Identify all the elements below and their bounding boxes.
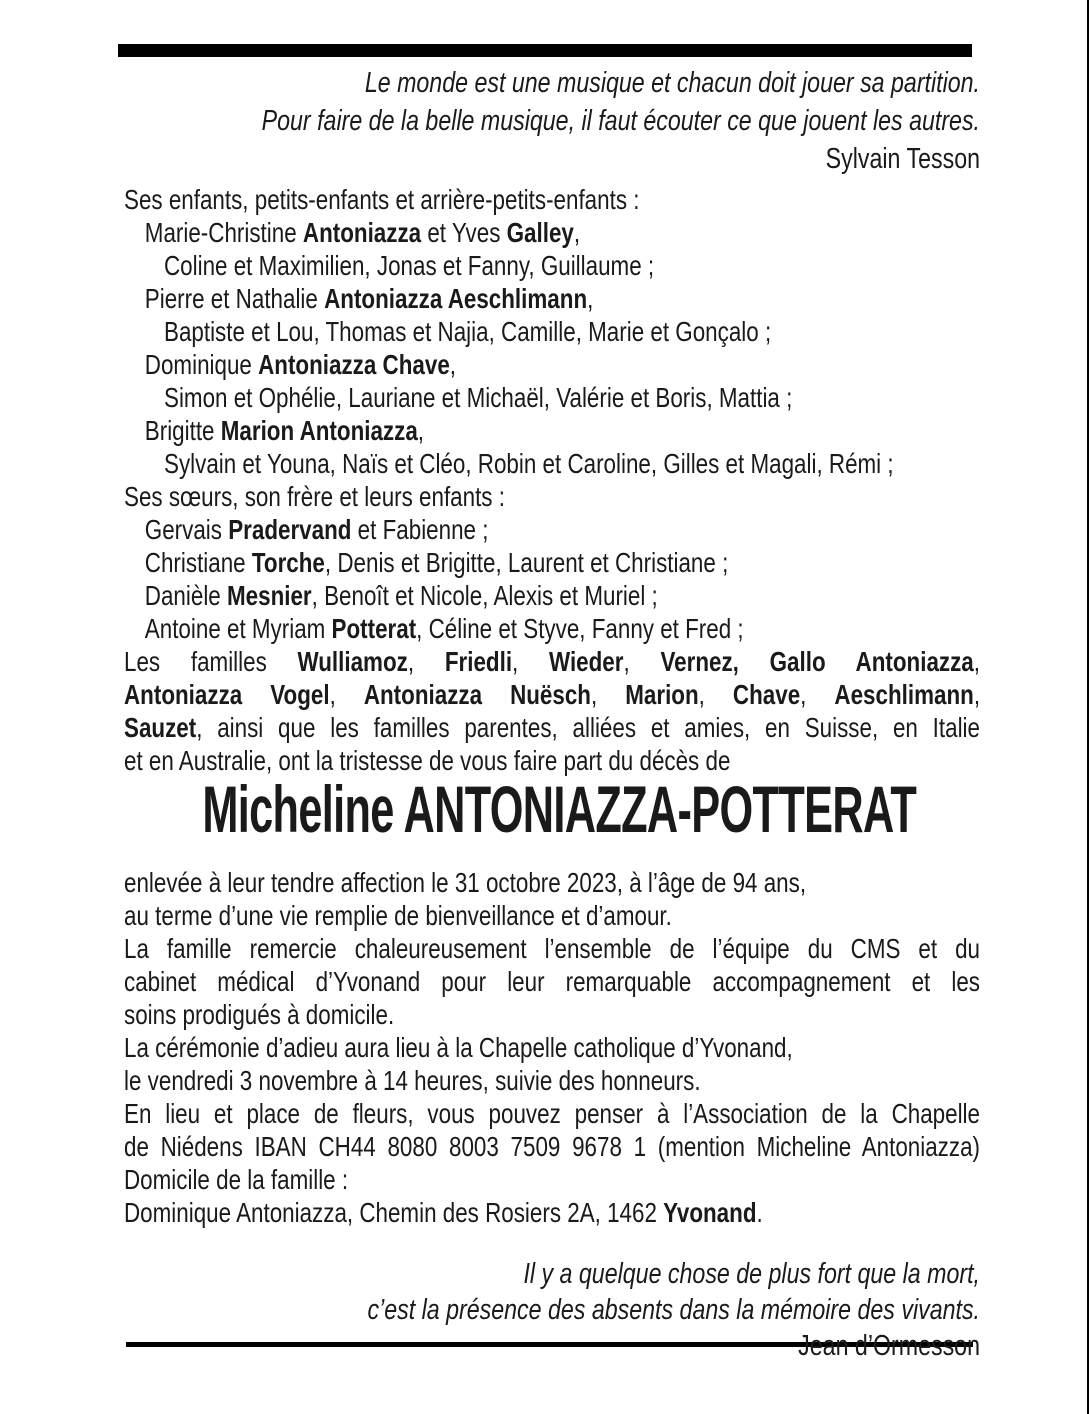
text-line bbox=[124, 513, 980, 546]
text-segment: Simon et Ophélie, Lauriane et Michaël, Valérie et Boris, Mattia ; bbox=[164, 382, 793, 413]
family-name-bold: Galley bbox=[506, 217, 574, 248]
text-line bbox=[124, 249, 980, 282]
text-segment: Marie-Christine bbox=[144, 217, 303, 248]
family-name-bold: Wieder bbox=[549, 646, 624, 677]
text-line bbox=[124, 932, 980, 965]
family-name-bold: Wulliamoz bbox=[297, 646, 408, 677]
text-segment: enlevée à leur tendre affection le 31 octobre 2023, à l’âge de 94 ans, bbox=[124, 867, 807, 898]
scan-edge-line bbox=[1087, 0, 1089, 1414]
text-segment: , bbox=[329, 679, 364, 710]
text-segment: , bbox=[587, 283, 594, 314]
text-segment: , bbox=[623, 646, 661, 677]
family-name-bold: Aeschlimann bbox=[834, 679, 974, 710]
family-name-bold: Marion Antoniazza bbox=[220, 415, 418, 446]
text-line bbox=[124, 546, 980, 579]
text-line bbox=[124, 579, 980, 612]
text-line bbox=[124, 711, 980, 744]
quote-line: Le monde est une musique et chacun doit jouer sa partition. bbox=[364, 67, 980, 99]
family-name-bold: Potterat bbox=[331, 613, 417, 644]
text-segment: , bbox=[449, 349, 457, 380]
deceased-name-row bbox=[124, 772, 980, 857]
text-line bbox=[124, 1064, 980, 1097]
text-segment: de Niédens IBAN CH44 8080 8003 7509 9678 1 (mention Micheline Antoniazza) bbox=[124, 1131, 980, 1162]
text-segment: au terme d’une vie remplie de bienveillance et d’amour. bbox=[124, 900, 672, 931]
text-segment: La cérémonie d’adieu aura lieu à la Chapelle catholique d’Yvonand, bbox=[124, 1032, 793, 1063]
text-segment: , ainsi que les familles parentes, alliées et amies, en Suisse, en Italie bbox=[196, 712, 980, 743]
family-name-bold: Antoniazza Aeschlimann bbox=[324, 283, 588, 314]
quote-attribution: Sylvain Tesson bbox=[825, 143, 980, 175]
text-segment: , bbox=[590, 679, 626, 710]
text-segment: , bbox=[573, 217, 581, 248]
text-segment: et Fabienne ; bbox=[351, 514, 489, 545]
text-segment: , Céline et Styve, Fanny et Fred ; bbox=[416, 613, 744, 644]
quote-line: Pour faire de la belle musique, il faut écouter ce que jouent les autres. bbox=[261, 105, 980, 137]
text-line bbox=[124, 1196, 980, 1229]
family-name-bold: Torche bbox=[251, 547, 325, 578]
family-name-bold: Mesnier bbox=[226, 580, 312, 611]
text-segment: et en Australie, ont la tristesse de vous faire part du décès de bbox=[124, 745, 731, 776]
text-segment: cabinet médical d’Yvonand pour leur remarquable accompagnement et les bbox=[124, 966, 980, 997]
text-line bbox=[124, 1163, 980, 1196]
text-segment: Antoine et Myriam bbox=[144, 613, 332, 644]
text-segment: , Benoît et Nicole, Alexis et Muriel ; bbox=[311, 580, 658, 611]
text-segment: soins prodigués à domicile. bbox=[124, 999, 395, 1030]
text-segment: En lieu et place de fleurs, vous pouvez penser à l’Association de la Chapelle bbox=[124, 1098, 980, 1129]
text-segment: Dominique Antoniazza, Chemin des Rosiers 2A, 1462 bbox=[124, 1197, 664, 1228]
text-line bbox=[124, 1130, 980, 1163]
text-line bbox=[124, 645, 980, 678]
text-segment: . bbox=[756, 1197, 763, 1228]
text-segment: , bbox=[417, 415, 425, 446]
family-name-bold: Friedli bbox=[444, 646, 513, 677]
text-line bbox=[124, 998, 980, 1031]
text-segment: Coline et Maximilien, Jonas et Fanny, Guillaume ; bbox=[164, 250, 655, 281]
text-line bbox=[124, 1031, 980, 1064]
text-segment: , bbox=[973, 646, 980, 677]
quote-attribution: Jean d’Ormesson bbox=[798, 1330, 980, 1362]
text-segment: , bbox=[800, 679, 835, 710]
text-segment: Ses sœurs, son frère et leurs enfants : bbox=[124, 481, 505, 512]
text-segment: , bbox=[512, 646, 549, 677]
family-name-bold: Marion bbox=[625, 679, 699, 710]
deceased-name: Micheline ANTONIAZZA-POTTERAT bbox=[202, 772, 917, 846]
family-name-bold: Antoniazza Nuësch bbox=[363, 679, 591, 710]
text-segment: , bbox=[407, 646, 445, 677]
text-segment: , bbox=[973, 679, 981, 710]
text-line bbox=[124, 1097, 980, 1130]
text-segment: Christiane bbox=[144, 547, 252, 578]
text-segment: Pierre et Nathalie bbox=[144, 283, 325, 314]
family-name-bold: Yvonand bbox=[663, 1197, 757, 1228]
family-name-bold: Sauzet bbox=[124, 712, 197, 743]
family-name-bold: Antoniazza Vogel bbox=[124, 679, 330, 710]
text-segment: , Denis et Brigitte, Laurent et Christiane ; bbox=[324, 547, 729, 578]
text-line bbox=[124, 282, 980, 315]
text-line bbox=[124, 899, 980, 932]
text-line bbox=[124, 480, 980, 513]
text-line bbox=[124, 381, 980, 414]
family-name-bold: Vernez, Gallo Antoniazza bbox=[660, 646, 974, 677]
text-segment: Les familles bbox=[124, 646, 298, 677]
text-line bbox=[124, 447, 980, 480]
text-segment: Baptiste et Lou, Thomas et Najia, Camille, Marie et Gonçalo ; bbox=[164, 316, 772, 347]
text-line bbox=[124, 678, 980, 711]
text-line bbox=[124, 414, 980, 447]
family-name-bold: Antoniazza Chave bbox=[258, 349, 450, 380]
text-segment: et Yves bbox=[421, 217, 507, 248]
quote-line: c’est la présence des absents dans la mémoire des vivants. bbox=[367, 1294, 980, 1326]
text-segment: Sylvain et Youna, Naïs et Cléo, Robin et Caroline, Gilles et Magali, Rémi ; bbox=[164, 448, 894, 479]
opening-quote bbox=[124, 64, 980, 178]
text-segment: Dominique bbox=[144, 349, 259, 380]
text-segment: Brigitte bbox=[144, 415, 221, 446]
text-segment: La famille remercie chaleureusement l’ensemble de l’équipe du CMS et du bbox=[124, 933, 980, 964]
text-line bbox=[124, 965, 980, 998]
text-line bbox=[124, 315, 980, 348]
text-line bbox=[124, 216, 980, 249]
quote-line: Il y a quelque chose de plus fort que la mort, bbox=[523, 1258, 980, 1290]
family-name-bold: Chave bbox=[732, 679, 801, 710]
family-list bbox=[124, 183, 980, 777]
text-segment: Domicile de la famille : bbox=[124, 1164, 349, 1195]
text-segment: Danièle bbox=[144, 580, 227, 611]
document-content bbox=[124, 64, 980, 1364]
text-line bbox=[124, 612, 980, 645]
top-rule bbox=[118, 44, 972, 57]
text-segment: , bbox=[698, 679, 733, 710]
text-line bbox=[124, 348, 980, 381]
closing-quote bbox=[124, 1256, 980, 1364]
family-name-bold: Pradervand bbox=[228, 514, 352, 545]
text-line bbox=[124, 183, 980, 216]
text-line bbox=[124, 866, 980, 899]
text-segment: Gervais bbox=[144, 514, 229, 545]
announcement bbox=[124, 866, 980, 1229]
family-name-bold: Antoniazza bbox=[302, 217, 422, 248]
text-segment: Ses enfants, petits-enfants et arrière-petits-enfants : bbox=[124, 184, 640, 215]
text-segment: le vendredi 3 novembre à 14 heures, suivie des honneurs. bbox=[124, 1065, 701, 1096]
